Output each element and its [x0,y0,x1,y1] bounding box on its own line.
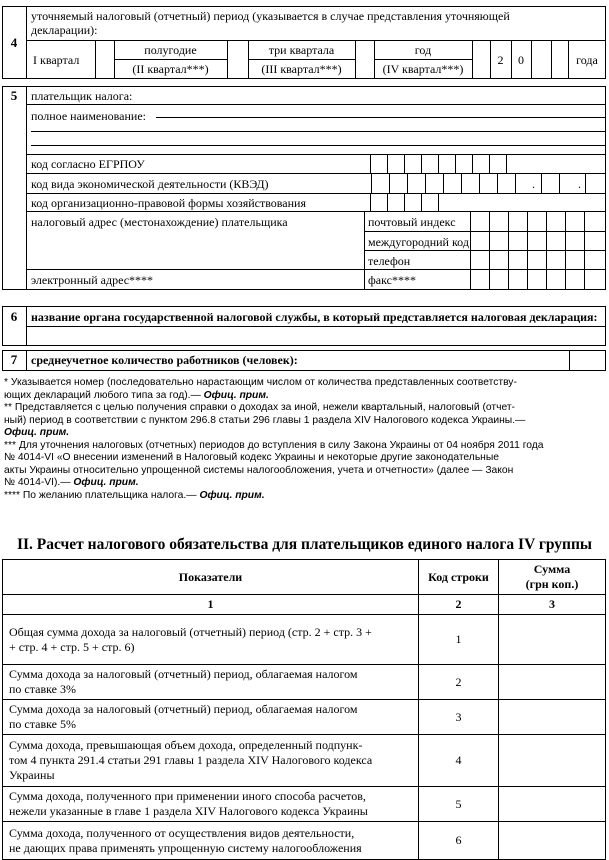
code-cell-line [565,211,566,231]
code-cell: 5 [419,787,499,822]
year-suffix: года [576,53,598,67]
table-row [3,665,606,700]
code-cell-line [438,154,439,173]
tax-calculation-table [2,559,606,860]
fax-label: факс**** [368,273,416,287]
kopfg-label: код организационно-правовой формы хозяйствования [31,196,306,210]
code-cell-line [584,250,585,269]
code-cell-line [497,173,498,193]
table-row [3,615,606,665]
kved-label: код вида экономической деятельности (КВЭД) [31,177,269,191]
code-cell-line [546,211,547,231]
code-cell-line [527,211,528,231]
code-cell-line [455,154,456,173]
code-cell-line [565,269,566,290]
code-cell-line [489,154,490,173]
code-cell-line [565,231,566,250]
divider [364,250,606,251]
footnote-3c: акты Украины относительно упрощенной системы налогообложения, учета и отчетности» (далее — Закон [4,464,514,476]
indicator-cell: Сумма дохода за налоговый (отчетный) период, облагаемая налогом по ставке 5% [3,700,419,735]
indicator-cell: Сумма дохода, превышающая объем дохода, определенный подпунк- том 4 пункта 291.4 статьи 291 главы 1 раздела XIV Налогового кодекса Украины [3,735,419,787]
divider [114,59,227,60]
code-cell-line [425,173,426,193]
code-cell-line [407,173,408,193]
code-cell-line [506,154,507,173]
section-6-label: название органа государственной налоговой службы, в который представляется налоговая декларация: [31,310,598,324]
code-cell-line [489,269,490,290]
code-cell-line [371,173,372,193]
code-cell-line [565,250,566,269]
divider [26,350,27,371]
divider [26,269,606,270]
code-cell-line [541,173,542,193]
code-cell: 3 [419,700,499,735]
code-cell-line [515,173,516,193]
col-num-2: 2 [419,595,499,615]
code-cell-line [461,173,462,193]
footnote-1a: * Указывается номер (последовательно нарастающим числом от количества представленных соответству- [4,377,517,388]
fullname-line [156,117,606,118]
footnote-3a: *** Для уточнения налоговых (отчетных) периодов до вступления в силу Закона Украины от 04 ноября 2011 года [4,439,544,451]
divider [26,86,27,290]
code-cell-line [470,211,471,231]
divider [26,6,27,79]
divider [26,104,606,105]
kved-dot: . [532,177,535,191]
kved-dot: . [578,177,581,191]
code-cell-line [584,211,585,231]
phone-label: телефон [368,254,411,268]
fullname-line [31,145,606,146]
sum-input-cell[interactable] [499,735,606,787]
code-cell: 2 [419,665,499,700]
footnote-2b: ный) период в соответствии с пунктом 296.8 статьи 296 главы 1 раздела XIV Налогового кодекса Украины.— [4,414,526,426]
address-label: налоговый адрес (местонахождение) плательщика [31,215,288,229]
indicator-cell: Общая сумма дохода за налоговый (отчетный) период (стр. 2 + стр. 3 + + стр. 4 + стр. 5 + стр. 6) [3,615,419,665]
section-7-number: 7 [10,352,18,367]
indicator-cell: Сумма дохода, полученного при применении иного способа расчетов, нежели указанные в главе 1 раздела XIV Налогового кодекса Украины [3,787,419,822]
table-row [3,735,606,787]
code-cell-line [404,154,405,173]
divider [26,326,606,327]
period-year-label: год [414,43,432,57]
code-cell-line [527,231,528,250]
section-6-number: 6 [10,309,18,324]
period-half-sub: (II квартал***) [132,62,209,76]
footnote-4: **** По желанию плательщика налога.— Офиц. прим. [4,489,265,501]
divider [26,40,606,41]
divider [355,40,356,79]
intercity-label: междугородний код [368,235,469,249]
code-cell-line [470,250,471,269]
fullname-line [31,131,606,132]
code-cell: 4 [419,735,499,787]
section-7-label: среднеучетное количество работников (человек): [31,353,298,367]
sum-input-cell[interactable] [499,665,606,700]
table-header-row [3,560,606,595]
footnote-3b: № 4014-VI «О внесении изменений в Налоговый кодекс Украины и некоторые другие законодательные [4,452,499,463]
code-cell-line [508,269,509,290]
code-cell-line [443,173,444,193]
code-cell-line [527,269,528,290]
section-4-line2: декларации): [31,23,98,37]
divider [374,59,472,60]
header-indicators: Показатели [3,560,419,595]
period-q1-label: I квартал [33,53,80,67]
period-three-label: три квартала [268,43,335,57]
code-cell-line [584,231,585,250]
period-three-sub: (III квартал***) [261,62,342,76]
divider [248,59,355,60]
code-cell-line [508,250,509,269]
period-year-sub: (IV квартал***) [382,62,464,76]
divider [95,40,96,79]
code-cell-line [438,193,439,211]
header-sum: Сумма (грн коп.) [499,560,606,595]
divider [26,211,606,212]
postal-label: почтовый индекс [368,215,456,229]
footnotes [4,377,604,502]
divider [26,173,606,174]
code-cell-line [489,211,490,231]
code-cell-line [546,231,547,250]
section-4-line1: уточняемый налоговый (отчетный) период (указывается в случае представления уточняющей [31,9,510,23]
sum-input-cell[interactable] [499,615,606,665]
section-4-number: 4 [10,35,18,50]
code-cell-line [470,269,471,290]
footnote-3d: № 4014-VI).— Офиц. прим. [4,477,139,488]
footnote-2c: Офиц. прим. [4,427,70,438]
code-cell-line [527,250,528,269]
code-cell-line [546,269,547,290]
code-cell: 6 [419,822,499,860]
divider [551,40,552,79]
sum-input-cell[interactable] [499,822,606,860]
divider [569,350,570,371]
code-cell-line [421,193,422,211]
code-cell-line [387,193,388,211]
code-cell-line [584,269,585,290]
table-row [3,822,606,860]
sum-input-cell[interactable] [499,787,606,822]
code-cell-line [389,173,390,193]
indicator-cell: Сумма дохода, полученного от осуществления видов деятельности, не дающих права применять упрощенную систему налогообложения [3,822,419,860]
code-cell-line [489,250,490,269]
code-cell: 1 [419,615,499,665]
sum-input-cell[interactable] [499,700,606,735]
email-label: электронный адрес**** [31,273,154,287]
code-cell-line [370,154,371,173]
divider [26,154,606,155]
column-number-row [3,595,606,615]
divider [531,40,532,79]
code-cell-line [404,193,405,211]
fullname-label: полное наименование: [31,109,146,123]
year-digit-1: 2 [497,53,504,67]
payer-label: плательщик налога: [31,89,133,103]
table-row [3,700,606,735]
col-num-3: 3 [499,595,606,615]
code-cell-line [508,211,509,231]
divider [472,40,473,79]
code-cell-line [585,173,586,193]
period-half-label: полугодие [144,43,197,57]
year-digit-2: 0 [518,53,524,67]
edrpou-label: код согласно ЕГРПОУ [31,157,145,171]
divider [364,231,606,232]
header-code: Код строки [419,560,499,595]
code-cell-line [387,154,388,173]
code-cell-line [559,173,560,193]
code-cell-line [508,231,509,250]
indicator-cell: Сумма дохода за налоговый (отчетный) период, облагаемая налогом по ставке 3% [3,665,419,700]
footnote-1b: ющих деклараций любого типа за год).— Офиц. прим. [4,389,269,401]
divider [26,193,606,194]
section-5-number: 5 [10,88,18,103]
code-cell-line [421,154,422,173]
divider [227,40,228,79]
table-row [3,787,606,822]
code-cell-line [546,250,547,269]
code-cell-line [470,231,471,250]
code-cell-line [489,231,490,250]
code-cell-line [479,173,480,193]
code-cell-line [370,193,371,211]
section-2-title: II. Расчет налогового обязательства для плательщиков единого налога IV группы [16,536,593,553]
col-num-1: 1 [3,595,419,615]
code-cell-line [472,154,473,173]
footnote-2a: ** Представляется с целью получения справки о доходах за иной, нежели квартальный, налоговый (отчет- [4,402,515,413]
